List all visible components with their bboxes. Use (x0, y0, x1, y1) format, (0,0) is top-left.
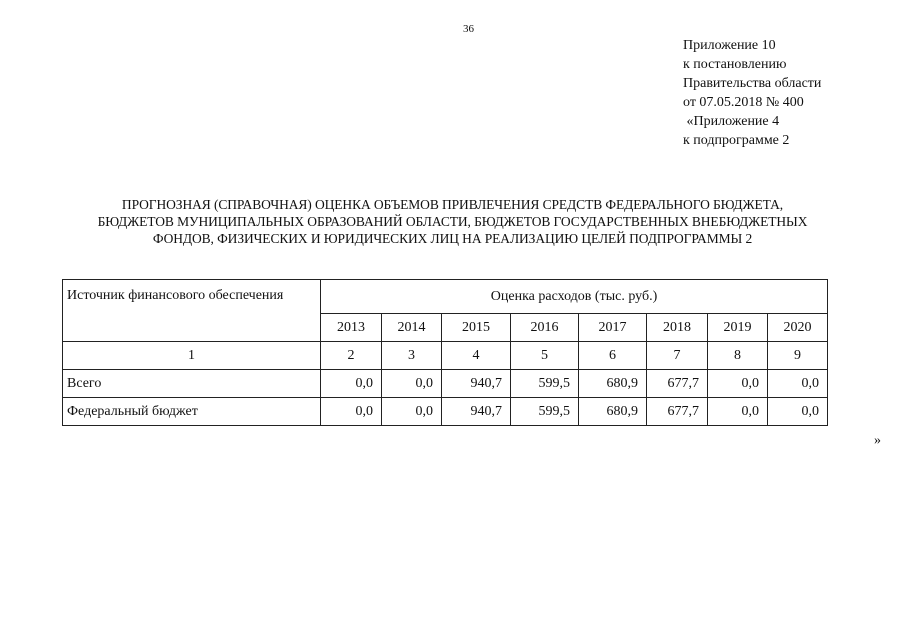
row-label: Всего (63, 370, 321, 398)
year-cell: 2016 (511, 314, 579, 342)
value-cell: 599,5 (511, 398, 579, 426)
column-number-cell: 8 (708, 342, 768, 370)
value-cell: 677,7 (647, 370, 708, 398)
appendix-line: к подпрограмме 2 (683, 133, 790, 148)
budget-table (62, 279, 828, 426)
source-header-cell: Источник финансового обеспечения (63, 280, 321, 342)
column-number-cell: 4 (442, 342, 511, 370)
value-cell: 680,9 (579, 370, 647, 398)
table-row-total (63, 370, 828, 398)
value-cell: 0,0 (768, 398, 828, 426)
appendix-line: Приложение 10 (683, 38, 776, 53)
column-number-row (63, 342, 828, 370)
column-number-cell: 7 (647, 342, 708, 370)
year-cell: 2013 (321, 314, 382, 342)
column-number-cell: 5 (511, 342, 579, 370)
year-cell: 2015 (442, 314, 511, 342)
column-number-cell: 9 (768, 342, 828, 370)
closing-quote: » (874, 433, 881, 448)
year-cell: 2019 (708, 314, 768, 342)
value-cell: 680,9 (579, 398, 647, 426)
appendix-reference (683, 36, 821, 150)
year-cell: 2014 (382, 314, 442, 342)
appendix-line: от 07.05.2018 № 400 (683, 95, 804, 110)
value-cell: 599,5 (511, 370, 579, 398)
column-number-cell: 1 (63, 342, 321, 370)
document-title (60, 196, 845, 247)
value-cell: 940,7 (442, 370, 511, 398)
year-cell: 2020 (768, 314, 828, 342)
title-line: ПРОГНОЗНАЯ (СПРАВОЧНАЯ) ОЦЕНКА ОБЪЕМОВ ПРИВЛЕЧЕНИЯ СРЕДСТВ ФЕДЕРАЛЬНОГО БЮДЖЕТА, (121, 197, 784, 212)
value-cell: 940,7 (442, 398, 511, 426)
value-cell: 0,0 (321, 398, 382, 426)
estimate-header-cell: Оценка расходов (тыс. руб.) (321, 280, 828, 314)
value-cell: 0,0 (708, 398, 768, 426)
title-line: ФОНДОВ, ФИЗИЧЕСКИХ И ЮРИДИЧЕСКИХ ЛИЦ НА РЕАЛИЗАЦИЮ ЦЕЛЕЙ ПОДПРОГРАММЫ 2 (152, 231, 753, 246)
table-row-federal-budget (63, 398, 828, 426)
column-number-cell: 2 (321, 342, 382, 370)
year-cell: 2018 (647, 314, 708, 342)
value-cell: 0,0 (321, 370, 382, 398)
page-number: 36 (463, 23, 474, 35)
value-cell: 0,0 (382, 370, 442, 398)
value-cell: 677,7 (647, 398, 708, 426)
value-cell: 0,0 (768, 370, 828, 398)
column-number-cell: 6 (579, 342, 647, 370)
column-number-cell: 3 (382, 342, 442, 370)
appendix-line: Правительства области (683, 76, 822, 91)
table-header-row (63, 280, 828, 314)
appendix-line: «Приложение 4 (683, 114, 780, 129)
appendix-line: к постановлению (683, 57, 787, 72)
value-cell: 0,0 (382, 398, 442, 426)
year-cell: 2017 (579, 314, 647, 342)
title-line: БЮДЖЕТОВ МУНИЦИПАЛЬНЫХ ОБРАЗОВАНИЙ ОБЛАСТИ, БЮДЖЕТОВ ГОСУДАРСТВЕННЫХ ВНЕБЮДЖЕТНЫХ (97, 214, 808, 229)
value-cell: 0,0 (708, 370, 768, 398)
row-label: Федеральный бюджет (63, 398, 321, 426)
